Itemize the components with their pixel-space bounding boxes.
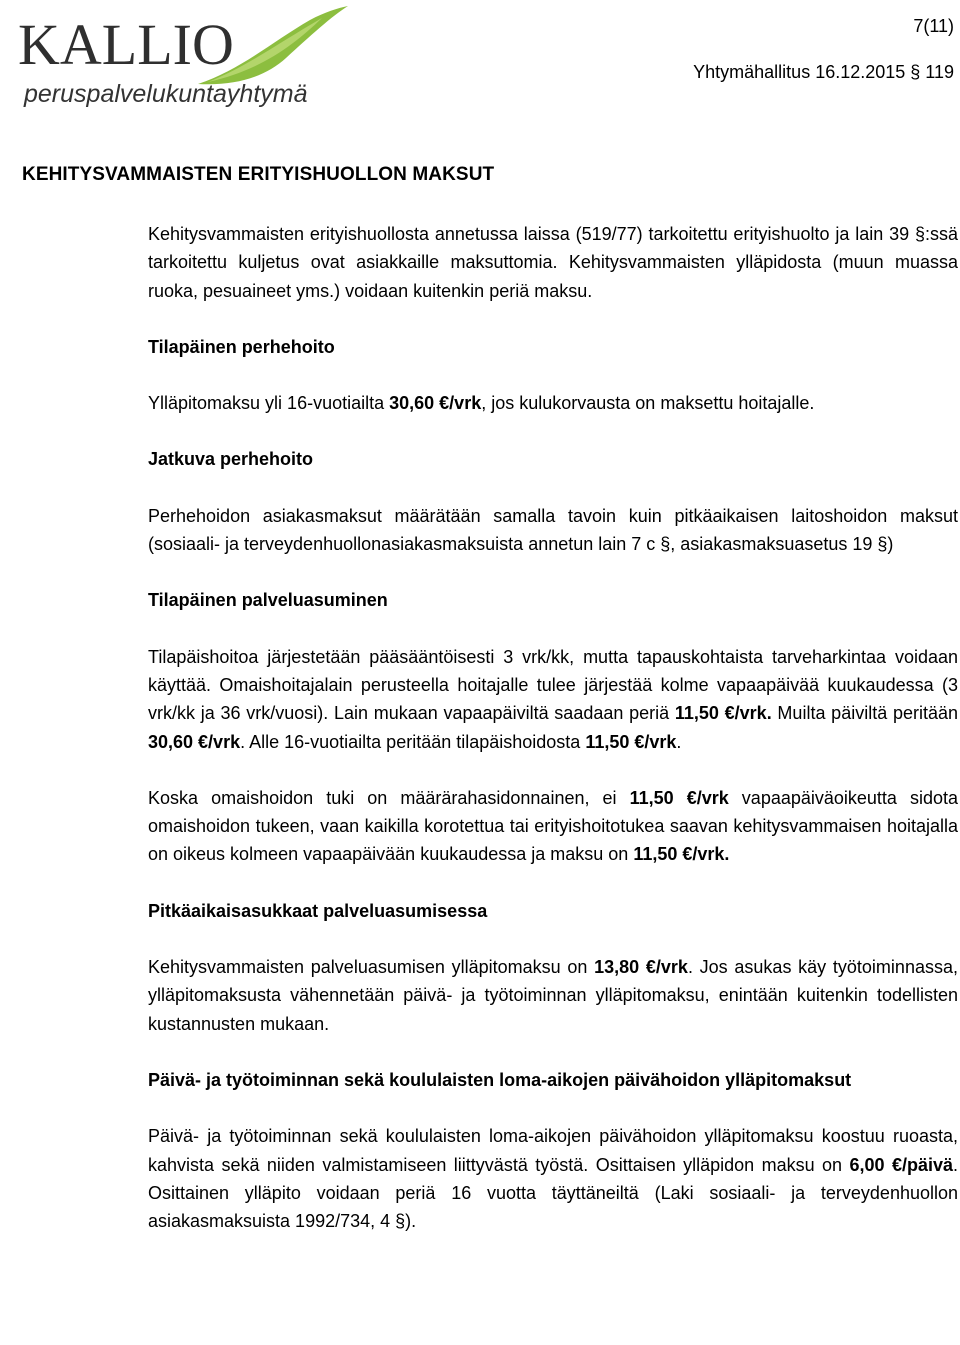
heading-jatkuva-perhehoito: Jatkuva perhehoito	[148, 449, 314, 470]
text-span: Tilapäishoitoa järjestetään pääsääntöisesti 3 vrk/kk, mutta tapauskohtaista tarveharkintaa voidaan käyttää. Omaishoitajalain perusteella hoitajalle tulee järjestää kolme vapaapäivää kuukaudessa (3 vrk/kk ja 36 vrk/vuosi). Lain mukaan vapaapäiviltä saadaan periä	[148, 646, 958, 724]
text-span: . Osittainen ylläpito voidaan periä 16 vuotta täyttäneiltä (Laki sosiaali- ja terveydenhuollon asiakasmaksuista 1992/734, 4 §).	[148, 1154, 959, 1232]
text-span: . Alle 16-vuotiailta peritään tilapäishoidosta	[240, 731, 586, 752]
fee-amount: 11,50 €/vrk.	[674, 703, 772, 724]
text-span: Ylläpitomaksu yli 16-vuotiailta	[148, 393, 390, 414]
text-span: .	[676, 731, 682, 752]
fee-amount: 30,60 €/vrk	[148, 731, 241, 752]
kallio-logo	[10, 2, 350, 114]
page-number: 7(11)	[913, 16, 954, 36]
text-span: . Jos asukas käy työtoiminnassa, ylläpitomaksusta vähennetään päivä- ja työtoiminnan ylläpitomaksu, enintään kuitenkin todellisten kustannusten mukaan.	[148, 957, 958, 1034]
text-span: Päivä- ja työtoiminnan sekä koululaisten loma-aikojen päivähoidon ylläpitomaksu koostuu ruoasta, kahvista sekä niiden valmistamiseen liittyvästä työstä. Osittaisen ylläpidon maksu on	[148, 1126, 958, 1175]
intro-paragraph: Kehitysvammaisten erityishuollosta annetussa laissa (519/77) tarkoitettu erityishuolto ja lain 39 §:ssä tarkoitettu kuljetus ovat asiakkaille maksuttomia. Kehitysvammaisten ylläpidosta (muun muassa ruoka, pesuaineet yms.) voidaan kuitenkin periä maksu.	[148, 224, 958, 301]
document-body	[148, 220, 958, 1235]
logo-subtitle-text: peruspalvelukuntayhtymä	[24, 80, 308, 108]
paragraph-temporary-family-care	[148, 389, 958, 417]
fee-amount: 6,00 €/päivä	[849, 1154, 953, 1175]
heading-day-activity-fees: Päivä- ja työtoiminnan sekä koululaisten loma-aikojen päivähoidon ylläpitomaksut	[148, 1069, 852, 1090]
text-span: Muilta päiviltä peritään	[771, 703, 958, 724]
logo-brand-text: KALLIO	[18, 12, 234, 77]
fee-amount: 11,50 €/vrk	[629, 787, 729, 808]
heading-tilapainen-perhehoito: Tilapäinen perhehoito	[148, 336, 335, 357]
paragraph-long-term-residents	[148, 953, 958, 1038]
document-title: KEHITYSVAMMAISTEN ERITYISHUOLLON MAKSUT	[22, 164, 495, 185]
kallio-logo-graphic	[10, 2, 350, 114]
text-span: Kehitysvammaisten palveluasumisen ylläpitomaksu on	[148, 957, 595, 978]
paragraph-continuous-family-care: Perhehoidon asiakasmaksut määrätään samalla tavoin kuin pitkäaikaisen laitoshoidon maksut (sosiaali- ja terveydenhuollonasiakasmaksuista annetun lain 7 c §, asiakasmaksuasetus 19 §)	[148, 505, 958, 555]
text-span: Koska omaishoidon tuki on määrärahasidonnainen, ei	[148, 787, 630, 808]
text-span: , jos kulukorvausta on maksettu hoitajalle.	[481, 393, 815, 414]
paragraph-respite-days	[148, 784, 958, 869]
fee-amount: 13,80 €/vrk	[594, 957, 688, 978]
meeting-reference: Yhtymähallitus 16.12.2015 § 119	[693, 62, 954, 82]
paragraph-day-activity-fees	[148, 1122, 958, 1235]
paragraph-temporary-service-housing	[148, 643, 958, 756]
fee-amount: 11,50 €/vrk.	[633, 844, 730, 865]
fee-amount: 30,60 €/vrk	[389, 393, 482, 414]
text-span: vapaapäiväoikeutta sidota omaishoidon tukeen, vaan kaikilla korotettua tai erityishoitotukea saavan kehitysvammaisen hoitajalla on oikeus kolmeen vapaapäivään kuukaudessa ja maksu on	[148, 787, 959, 865]
heading-pitkaaikaisasukkaat: Pitkäaikaisasukkaat palveluasumisessa	[148, 900, 488, 921]
fee-amount: 11,50 €/vrk	[585, 731, 677, 752]
heading-tilapainen-palveluasuminen: Tilapäinen palveluasuminen	[148, 590, 388, 611]
